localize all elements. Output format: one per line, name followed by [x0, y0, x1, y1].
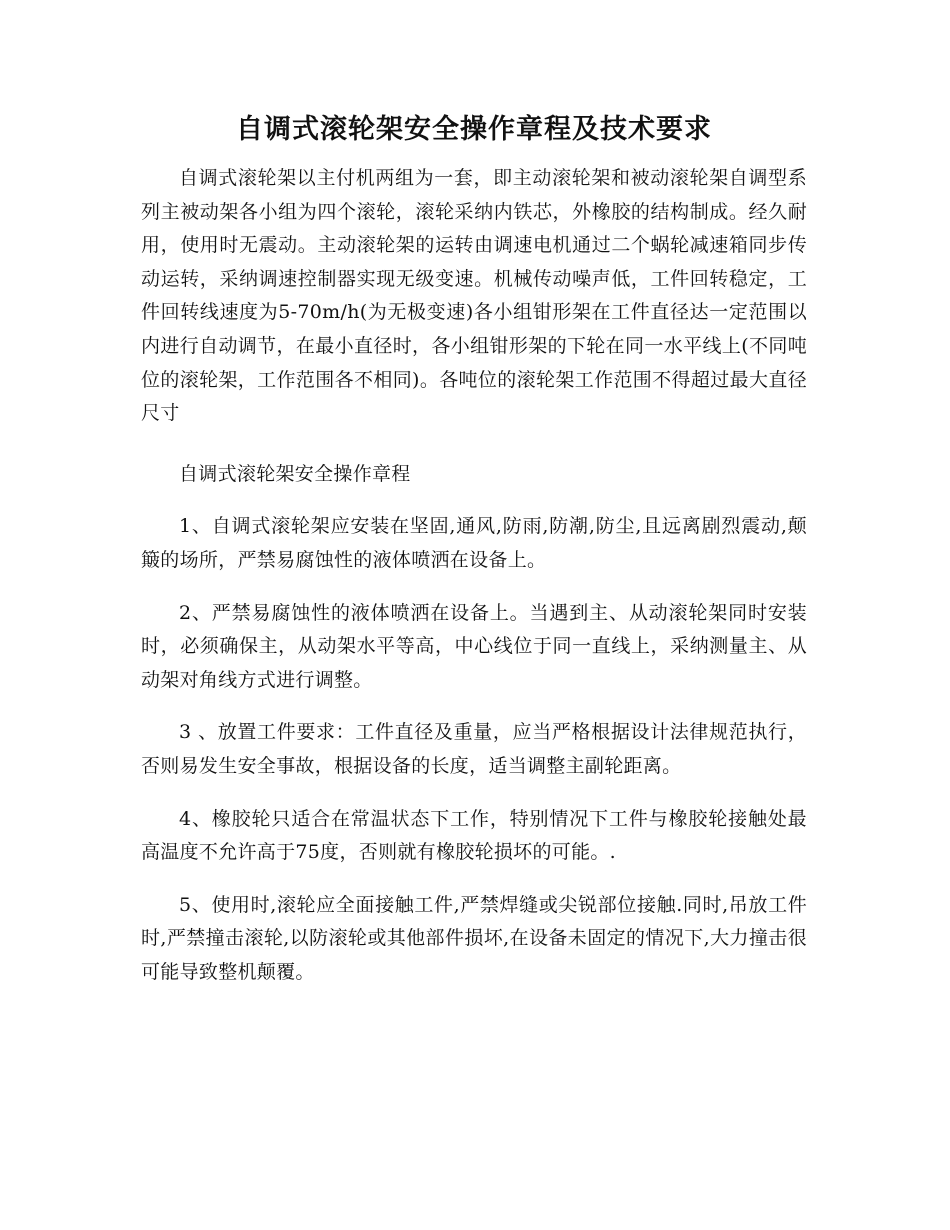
rule-item-3: 3 、放置工件要求：工件直径及重量，应当严格根据设计法律规范执行，否则易发生安全事故，根据设备的长度，适当调整主副轮距离。: [141, 721, 807, 777]
intro-paragraph: 自调式滚轮架以主付机两组为一套，即主动滚轮架和被动滚轮架自调型系列主被动架各小组为四个滚轮，滚轮采纳内铁芯，外橡胶的结构制成。经久耐用，使用时无震动。主动滚轮架的运转由调速电机通过二个蜗轮减速箱同步传动运转，采纳调速控制器实现无级变速。机械传动噪声低，工件回转稳定，工件回转线速度为5-70m/h(为无极变速)各小组钳形架在工件直径达一定范围以内进行自动调节，在最小直径时，各小组钳形架的下轮在同一水平线上(不同吨位的滚轮架，工作范围各不相同)。各吨位的滚轮架工作范围不得超过最大直径尺寸: [141, 167, 807, 425]
rule-item-1: 1、自调式滚轮架应安装在坚固,通风,防雨,防潮,防尘,且远离剧烈震动,颠簸的场所，严禁易腐蚀性的液体喷洒在设备上。: [141, 515, 807, 571]
section-heading: 自调式滚轮架安全操作章程: [179, 462, 411, 485]
rule-item-5: 5、使用时,滚轮应全面接触工件,严禁焊缝或尖锐部位接触.同时,吊放工件时,严禁撞击滚轮,以防滚轮或其他部件损坏,在设备未固定的情况下,大力撞击很可能导致整机颠覆。: [141, 893, 807, 983]
rule-item-2: 2、严禁易腐蚀性的液体喷洒在设备上。当遇到主、从动滚轮架同时安装时，必须确保主，从动架水平等高，中心线位于同一直线上，采纳测量主、从动架对角线方式进行调整。: [141, 601, 807, 691]
rule-item-4: 4、橡胶轮只适合在常温状态下工作，特别情况下工件与橡胶轮接触处最高温度不允许高于75度，否则就有橡胶轮损坏的可能。.: [141, 807, 807, 864]
document-title: 自调式滚轮架安全操作章程及技术要求: [236, 114, 712, 145]
